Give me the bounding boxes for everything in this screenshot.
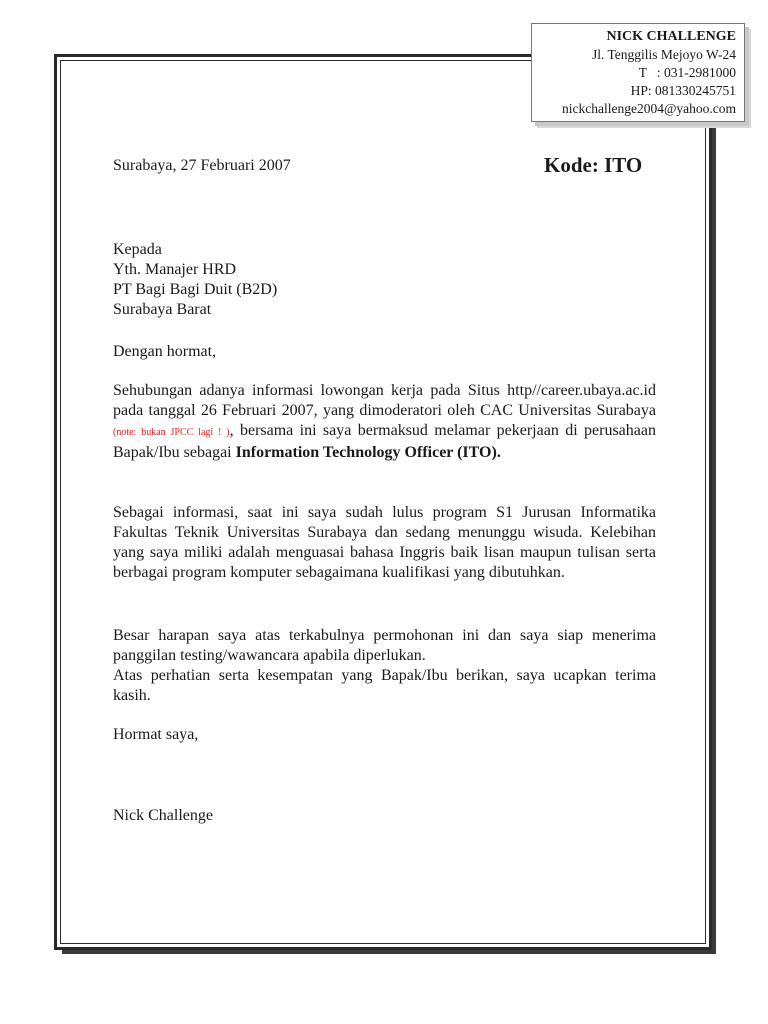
recipient-block [113,240,277,320]
paragraph-qualifications: Sebagai informasi, saat ini saya sudah lulus program S1 Jurusan Informatika Fakultas Teknik Universitas Surabaya dan sedang menunggu wisuda. Kelebihan yang saya miliki adalah menguasai bahasa Inggris baik lisan maupun tulisan serta berbagai program komputer sebagaimana kualifikasi yang dibutuhkan. [113,504,656,581]
recipient-line: Surabaya Barat [113,301,212,318]
recipient-line: Kepada [113,241,162,258]
contact-name: NICK CHALLENGE [606,29,736,44]
contact-email: nickchallenge2004@yahoo.com [561,101,736,116]
letter-date: Surabaya, 27 Februari 2007 [113,157,291,174]
salutation: Dengan hormat, [113,343,217,360]
paragraph-closing [113,626,656,706]
closing-phrase: Hormat saya, [113,726,199,743]
signature-name: Nick Challenge [113,807,213,824]
frame-shadow-bottom [62,950,716,954]
contact-hp: HP: 081330245751 [630,83,736,98]
position-title: Information Technology Officer (ITO). [235,444,501,461]
position-code: Kode: ITO [544,153,643,177]
recipient-line: Yth. Manajer HRD [113,261,237,278]
contact-box [531,23,745,122]
paragraph-intro-text-b: , bersama ini saya bermaksud melamar pekerjaan di perusahaan Bapak/Ibu sebagai [113,422,656,461]
paragraph-intro [113,381,656,463]
paragraph-intro-text-a: Sehubungan adanya informasi lowongan kerja pada Situs http//career.ubaya.ac.id pada tanggal 26 Februari 2007, yang dimoderatori oleh CAC Universitas Surabaya [113,382,656,419]
contact-address: Jl. Tenggilis Mejoyo W-24 [591,47,736,62]
contact-phone: T : 031-2981000 [638,65,736,80]
frame-shadow-right [712,62,716,954]
paragraph-closing-line-a: Besar harapan saya atas terkabulnya permohonan ini dan saya siap menerima panggilan testing/wawancara apabila diperlukan. [113,627,656,664]
paragraph-closing-line-b: Atas perhatian serta kesempatan yang Bapak/Ibu berikan, saya ucapkan terima kasih. [113,667,656,704]
recipient-line: PT Bagi Bagi Duit (B2D) [113,281,278,298]
red-note: (note: bukan JPCC lagi ! ) [113,427,230,438]
